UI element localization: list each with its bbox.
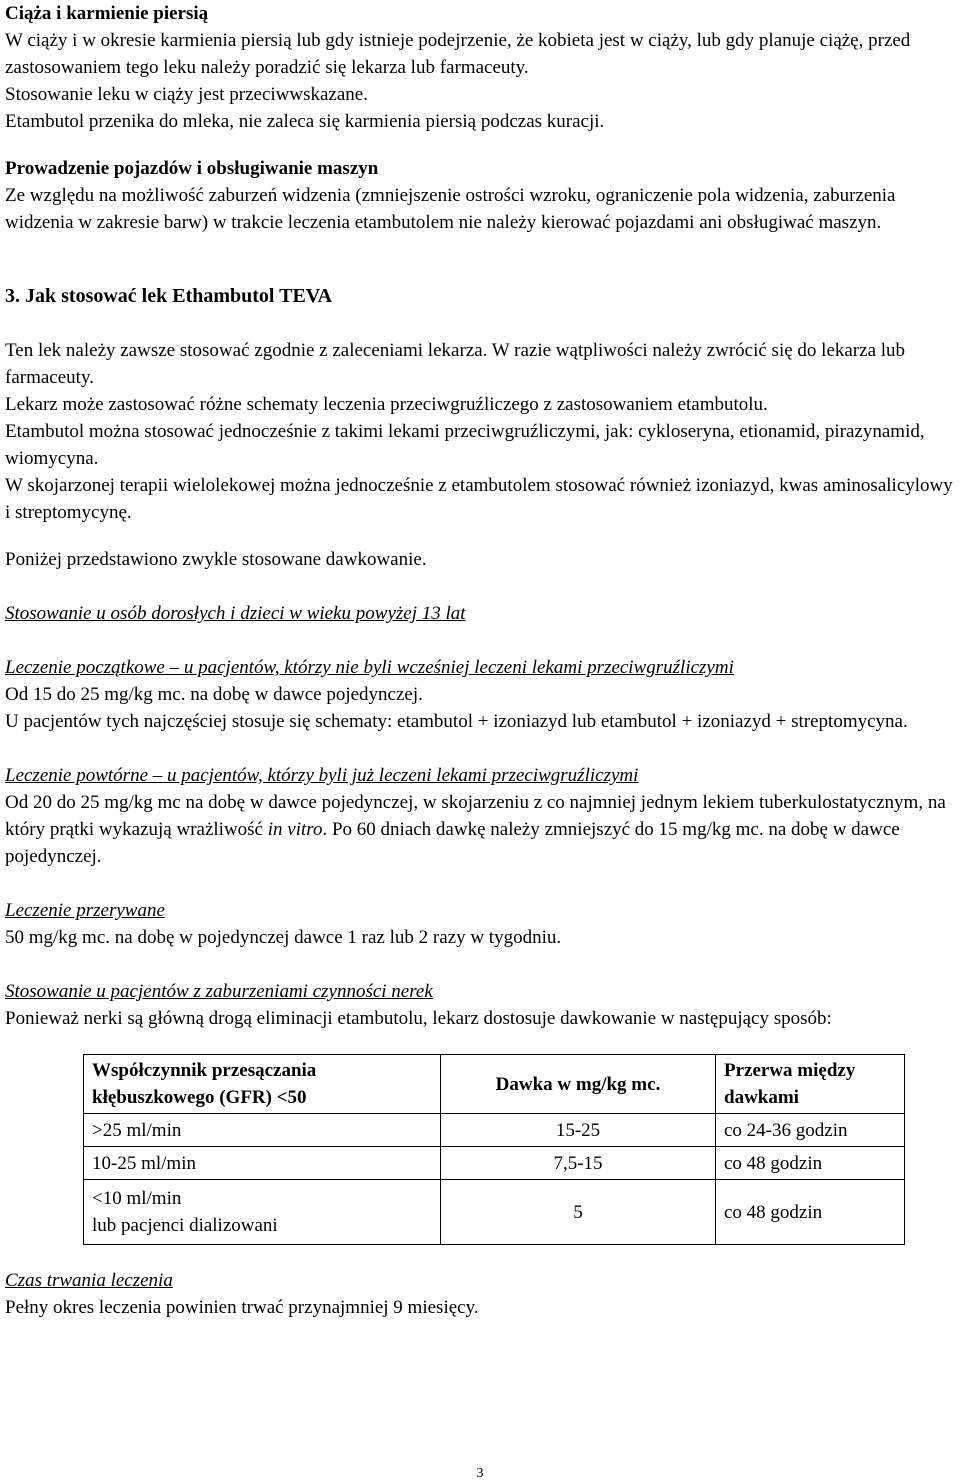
cell-interval: co 24-36 godzin [716, 1114, 905, 1147]
pregnancy-line-3: Etambutol przenika do mleka, nie zaleca się karmienia piersią podczas kuracji. [5, 111, 605, 132]
table-row [84, 1114, 905, 1147]
initial-treatment-dose: Od 15 do 25 mg/kg mc. na dobę w dawce pojedynczej. [5, 684, 423, 705]
section-3-paragraph-4: W skojarzonej terapii wielolekowej można jednocześnie z etambutolem stosować również izoniazyd, kwas aminosalicylowy i streptomycynę. [5, 475, 953, 523]
table-row [84, 1180, 905, 1245]
renal-text: Ponieważ nerki są główną drogą eliminacji etambutolu, lekarz dostosuje dawkowanie w następujący sposób: [5, 1008, 832, 1029]
initial-treatment-heading: Leczenie początkowe – u pacjentów, którzy nie byli wcześniej leczeni lekami przeciwgruźliczymi [5, 657, 734, 678]
header-dose: Dawka w mg/kg mc. [441, 1055, 716, 1114]
driving-heading: Prowadzenie pojazdów i obsługiwanie maszyn [5, 158, 379, 179]
section-3-paragraph-3: Etambutol można stosować jednocześnie z takimi lekami przeciwgruźliczymi, jak: cykloseryna, etionamid, pirazynamid, wiomycyna. [5, 421, 925, 469]
cell-dose: 5 [441, 1180, 716, 1245]
cell-dose: 7,5-15 [441, 1147, 716, 1180]
intermittent-treatment-heading: Leczenie przerywane [5, 900, 165, 921]
table-header-row [84, 1055, 905, 1114]
document-page [5, 0, 953, 1321]
repeat-treatment-text [5, 789, 953, 870]
initial-treatment-schemes: U pacjentów tych najczęściej stosuje się schematy: etambutol + izoniazyd lub etambutol + izoniazyd + streptomycyna. [5, 711, 908, 732]
driving-text: Ze względu na możliwość zaburzeń widzenia (zmniejszenie ostrości wzroku, ograniczenie pola widzenia, zaburzenia widzenia w zakresie barw) w trakcie leczenia etambutolem nie należy kierować pojazdami ani obsługiwać maszyn. [5, 185, 896, 233]
repeat-treatment-heading: Leczenie powtórne – u pacjentów, którzy byli już leczeni lekami przeciwgruźliczymi [5, 765, 639, 786]
renal-heading: Stosowanie u pacjentów z zaburzeniami czynności nerek [5, 981, 433, 1002]
cell-interval: co 48 godzin [716, 1147, 905, 1180]
pregnancy-heading: Ciąża i karmienie piersią [5, 3, 209, 24]
pregnancy-text: W ciąży i w okresie karmienia piersią lub gdy istnieje podejrzenie, że kobieta jest w ciąży, lub gdy planuje ciążę, przed zastosowaniem tego leku należy poradzić się lekarza lub farmaceuty. [5, 30, 911, 78]
intermittent-treatment-dose: 50 mg/kg mc. na dobę w pojedynczej dawce 1 raz lub 2 razy w tygodniu. [5, 927, 562, 948]
dosing-table [83, 1054, 905, 1245]
cell-gfr: >25 ml/min [84, 1114, 441, 1147]
repeat-text-part-1: Od 20 do 25 mg/kg mc na dobę w dawce pojedynczej, w skojarzeniu z co najmniej jednym lekiem tuberkulostatycznym, na który prątki wykazują wrażliwość [5, 792, 946, 840]
pregnancy-line-2: Stosowanie leku w ciąży jest przeciwwskazane. [5, 84, 368, 105]
repeat-text-part-2: . Po 60 dniach dawkę należy zmniejszyć do 15 mg/kg mc. na dobę w dawce pojedynczej. [5, 819, 900, 867]
cell-gfr: <10 ml/min lub pacjenci dializowani [84, 1180, 441, 1245]
cell-gfr: 10-25 ml/min [84, 1147, 441, 1180]
adults-heading: Stosowanie u osób dorosłych i dzieci w wieku powyżej 13 lat [5, 603, 466, 624]
section-3-paragraph-2: Lekarz może zastosować różne schematy leczenia przeciwgruźliczego z zastosowaniem etambutolu. [5, 394, 768, 415]
section-3-heading: 3. Jak stosować lek Ethambutol TEVA [5, 285, 333, 307]
cell-interval: co 48 godzin [716, 1180, 905, 1245]
repeat-text-in-vitro: in vitro [267, 819, 323, 840]
header-interval: Przerwa między dawkami [716, 1055, 905, 1114]
section-3-paragraph-5: Poniżej przedstawiono zwykle stosowane dawkowanie. [5, 549, 427, 570]
section-3-paragraph-1: Ten lek należy zawsze stosować zgodnie z zaleceniami lekarza. W razie wątpliwości należy zwrócić się do lekarza lub farmaceuty. [5, 340, 906, 388]
duration-heading: Czas trwania leczenia [5, 1270, 173, 1291]
page-number: 3 [476, 1466, 484, 1481]
cell-dose: 15-25 [441, 1114, 716, 1147]
table-row [84, 1147, 905, 1180]
header-gfr: Współczynnik przesączania kłębuszkowego (GFR) <50 [84, 1055, 441, 1114]
duration-text: Pełny okres leczenia powinien trwać przynajmniej 9 miesięcy. [5, 1297, 479, 1318]
